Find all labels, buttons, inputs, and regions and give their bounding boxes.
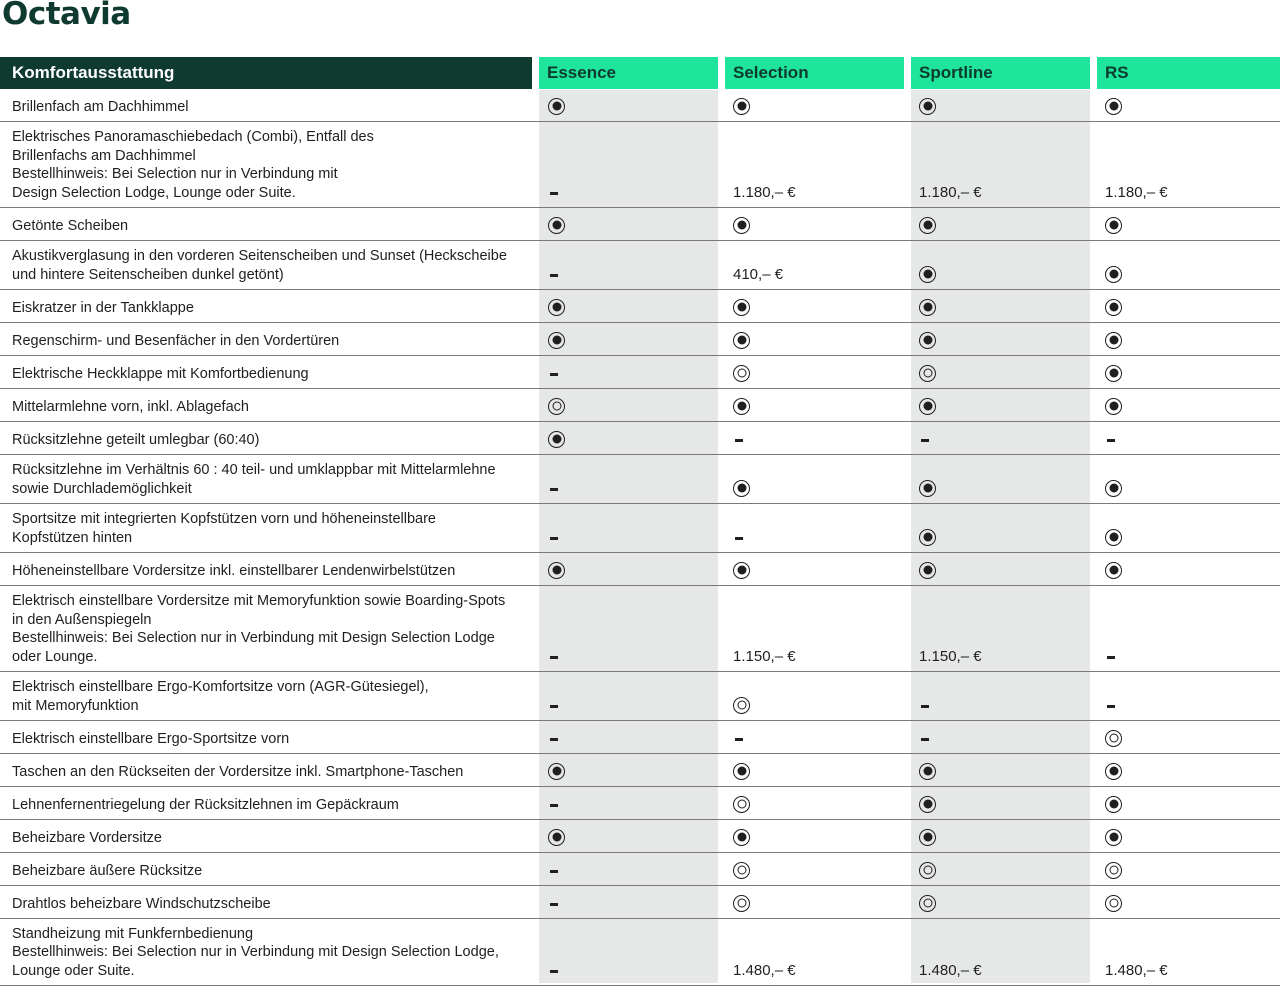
feature-label-line: Beheizbare äußere Rücksitze xyxy=(12,862,203,879)
value-cell xyxy=(733,429,743,449)
dash-icon xyxy=(550,970,558,973)
table-row xyxy=(0,208,1280,241)
filled-circle-icon xyxy=(548,98,565,115)
value-cell xyxy=(1105,695,1115,715)
open-circle-icon xyxy=(1105,862,1122,879)
table-row xyxy=(0,290,1280,323)
feature-label-line: in den Außenspiegeln xyxy=(12,611,152,628)
feature-label xyxy=(12,592,520,666)
feature-label-line: Standheizung mit Funkfernbedienung xyxy=(12,925,254,942)
feature-label-line: Mittelarmlehne vorn, inkl. Ablagefach xyxy=(12,398,249,415)
feature-label-line: oder Lounge. xyxy=(12,648,98,665)
value-cell xyxy=(548,794,558,814)
filled-circle-icon xyxy=(1105,480,1122,497)
filled-circle-icon xyxy=(919,332,936,349)
value-cell xyxy=(548,96,565,116)
value-cell xyxy=(919,297,936,317)
value-cell xyxy=(733,893,750,913)
value-cell xyxy=(548,264,558,284)
value-cell xyxy=(919,761,936,781)
feature-label xyxy=(12,217,520,235)
open-circle-icon xyxy=(733,697,750,714)
value-cell xyxy=(919,560,936,580)
dash-icon xyxy=(550,373,558,376)
value-cell xyxy=(733,960,796,980)
open-circle-icon xyxy=(733,365,750,382)
filled-circle-icon xyxy=(548,217,565,234)
dash-icon xyxy=(735,439,743,442)
filled-circle-icon xyxy=(919,829,936,846)
variant-header-sportline: Sportline xyxy=(911,57,1090,89)
value-cell xyxy=(919,827,936,847)
feature-label-line: Elektrisch einstellbare Ergo-Komfortsitze vorn (AGR-Gütesiegel), xyxy=(12,679,429,696)
filled-circle-icon xyxy=(1105,529,1122,546)
table-row xyxy=(0,504,1280,553)
feature-label xyxy=(12,763,520,781)
table-row xyxy=(0,754,1280,787)
value-cell xyxy=(919,264,936,284)
filled-circle-icon xyxy=(1105,829,1122,846)
price-value: 1.150,– € xyxy=(733,647,796,665)
value-cell xyxy=(919,182,982,202)
filled-circle-icon xyxy=(919,529,936,546)
value-cell xyxy=(919,429,929,449)
variant-header-rs: RS xyxy=(1097,57,1280,89)
value-cell xyxy=(733,215,750,235)
value-cell xyxy=(919,960,982,980)
feature-label-line: Elektrisch einstellbare Ergo-Sportsitze vorn xyxy=(12,730,290,747)
filled-circle-icon xyxy=(548,299,565,316)
value-cell xyxy=(548,429,565,449)
value-cell xyxy=(1105,396,1122,416)
value-cell xyxy=(1105,215,1122,235)
value-cell xyxy=(1105,182,1168,202)
value-cell xyxy=(919,478,936,498)
price-value: 1.480,– € xyxy=(919,961,982,979)
feature-label-line: Brillenfach am Dachhimmel xyxy=(12,98,189,115)
table-row xyxy=(0,389,1280,422)
feature-label xyxy=(12,461,520,498)
feature-label xyxy=(12,128,520,202)
table-row xyxy=(0,553,1280,586)
feature-label xyxy=(12,678,520,715)
feature-label xyxy=(12,862,520,880)
dash-icon xyxy=(550,738,558,741)
value-cell xyxy=(1105,794,1122,814)
dash-icon xyxy=(550,705,558,708)
value-cell xyxy=(733,264,783,284)
feature-label-line: Regenschirm- und Besenfächer in den Vordertüren xyxy=(12,332,340,349)
filled-circle-icon xyxy=(733,332,750,349)
equipment-table xyxy=(0,89,1280,986)
dash-icon xyxy=(550,488,558,491)
filled-circle-icon xyxy=(733,217,750,234)
open-circle-icon xyxy=(919,862,936,879)
feature-label-line: sowie Durchlademöglichkeit xyxy=(12,480,192,497)
feature-label xyxy=(12,925,520,980)
value-cell xyxy=(1105,264,1122,284)
value-cell xyxy=(733,728,743,748)
value-cell xyxy=(919,794,936,814)
value-cell xyxy=(1105,478,1122,498)
value-cell xyxy=(1105,960,1168,980)
value-cell xyxy=(919,215,936,235)
dash-icon xyxy=(1107,705,1115,708)
feature-label-line: mit Memoryfunktion xyxy=(12,697,139,714)
value-cell xyxy=(548,527,558,547)
filled-circle-icon xyxy=(1105,796,1122,813)
value-cell xyxy=(548,893,558,913)
price-value: 1.180,– € xyxy=(919,183,982,201)
dash-icon xyxy=(921,705,929,708)
feature-label xyxy=(12,730,520,748)
value-cell xyxy=(733,560,750,580)
feature-label xyxy=(12,431,520,449)
value-cell xyxy=(1105,761,1122,781)
dash-icon xyxy=(735,537,743,540)
feature-label xyxy=(12,247,520,284)
filled-circle-icon xyxy=(548,562,565,579)
feature-label-line: Getönte Scheiben xyxy=(12,217,129,234)
dash-icon xyxy=(550,870,558,873)
value-cell xyxy=(733,96,750,116)
open-circle-icon xyxy=(919,365,936,382)
value-cell xyxy=(548,695,558,715)
table-row xyxy=(0,356,1280,389)
value-cell xyxy=(733,827,750,847)
filled-circle-icon xyxy=(919,98,936,115)
table-row xyxy=(0,853,1280,886)
price-value: 410,– € xyxy=(733,265,784,283)
table-row xyxy=(0,89,1280,122)
dash-icon xyxy=(550,192,558,195)
table-row xyxy=(0,672,1280,721)
feature-label xyxy=(12,398,520,416)
filled-circle-icon xyxy=(1105,398,1122,415)
dash-icon xyxy=(921,439,929,442)
value-cell xyxy=(1105,330,1122,350)
open-circle-icon xyxy=(1105,730,1122,747)
dash-icon xyxy=(550,903,558,906)
value-cell xyxy=(548,363,558,383)
filled-circle-icon xyxy=(1105,217,1122,234)
value-cell xyxy=(919,396,936,416)
feature-label-line: Bestellhinweis: Bei Selection nur in Verbindung mit Design Selection Lodge xyxy=(12,630,495,647)
filled-circle-icon xyxy=(733,480,750,497)
value-cell xyxy=(1105,363,1122,383)
value-cell xyxy=(733,794,750,814)
value-cell xyxy=(548,215,565,235)
filled-circle-icon xyxy=(1105,266,1122,283)
filled-circle-icon xyxy=(548,431,565,448)
feature-label xyxy=(12,332,520,350)
table-row xyxy=(0,455,1280,504)
value-cell xyxy=(1105,827,1122,847)
dash-icon xyxy=(921,738,929,741)
feature-label xyxy=(12,796,520,814)
value-cell xyxy=(919,330,936,350)
feature-label-line: Taschen an den Rückseiten der Vordersitze inkl. Smartphone-Taschen xyxy=(12,763,464,780)
value-cell xyxy=(919,363,936,383)
price-value: 1.180,– € xyxy=(1105,183,1168,201)
dash-icon xyxy=(1107,439,1115,442)
table-row xyxy=(0,586,1280,672)
feature-label-line: Sportsitze mit integrierten Kopfstützen vorn und höheneinstellbare xyxy=(12,511,436,528)
price-value: 1.150,– € xyxy=(919,647,982,665)
value-cell xyxy=(733,363,750,383)
value-cell xyxy=(733,527,743,547)
filled-circle-icon xyxy=(919,217,936,234)
value-cell xyxy=(548,646,558,666)
feature-label-line: Elektrisch einstellbare Vordersitze mit Memoryfunktion sowie Boarding-Spots xyxy=(12,593,506,610)
value-cell xyxy=(548,478,558,498)
open-circle-icon xyxy=(733,862,750,879)
feature-label-line: Bestellhinweis: Bei Selection nur in Verbindung mit xyxy=(12,166,338,183)
variant-header-essence: Essence xyxy=(539,57,718,89)
value-cell xyxy=(548,297,565,317)
value-cell xyxy=(548,761,565,781)
value-cell xyxy=(733,396,750,416)
filled-circle-icon xyxy=(919,398,936,415)
filled-circle-icon xyxy=(1105,98,1122,115)
value-cell xyxy=(733,297,750,317)
value-cell xyxy=(1105,860,1122,880)
filled-circle-icon xyxy=(548,763,565,780)
value-cell xyxy=(919,893,936,913)
value-cell xyxy=(548,396,565,416)
open-circle-icon xyxy=(919,895,936,912)
value-cell xyxy=(1105,646,1115,666)
filled-circle-icon xyxy=(733,398,750,415)
dash-icon xyxy=(735,738,743,741)
value-cell xyxy=(919,96,936,116)
value-cell xyxy=(1105,429,1115,449)
value-cell xyxy=(548,330,565,350)
value-cell xyxy=(733,182,796,202)
filled-circle-icon xyxy=(919,299,936,316)
value-cell xyxy=(1105,893,1122,913)
table-row xyxy=(0,422,1280,455)
filled-circle-icon xyxy=(548,332,565,349)
filled-circle-icon xyxy=(548,829,565,846)
value-cell xyxy=(919,646,982,666)
value-cell xyxy=(548,182,558,202)
filled-circle-icon xyxy=(1105,562,1122,579)
value-cell xyxy=(1105,728,1122,748)
table-row xyxy=(0,721,1280,754)
table-row xyxy=(0,323,1280,356)
brand-logo: Octavia xyxy=(2,0,131,32)
feature-label xyxy=(12,829,520,847)
value-cell xyxy=(733,646,796,666)
value-cell xyxy=(919,527,936,547)
value-cell xyxy=(1105,527,1122,547)
value-cell xyxy=(733,478,750,498)
feature-label xyxy=(12,895,520,913)
variant-header-selection: Selection xyxy=(725,57,904,89)
feature-label-line: Lehnenfernentriegelung der Rücksitzlehnen im Gepäckraum xyxy=(12,796,399,813)
feature-label-line: Höheneinstellbare Vordersitze inkl. einstellbarer Lendenwirbelstützen xyxy=(12,562,456,579)
feature-label-line: Kopfstützen hinten xyxy=(12,529,133,546)
filled-circle-icon xyxy=(919,796,936,813)
price-value: 1.480,– € xyxy=(733,961,796,979)
feature-label-line: Eiskratzer in der Tankklappe xyxy=(12,299,194,316)
value-cell xyxy=(548,860,558,880)
filled-circle-icon xyxy=(733,562,750,579)
open-circle-icon xyxy=(733,895,750,912)
feature-label-line: Brillenfachs am Dachhimmel xyxy=(12,147,196,164)
open-circle-icon xyxy=(548,398,565,415)
value-cell xyxy=(548,728,558,748)
value-cell xyxy=(548,560,565,580)
value-cell xyxy=(733,761,750,781)
value-cell xyxy=(733,860,750,880)
open-circle-icon xyxy=(1105,895,1122,912)
feature-label xyxy=(12,299,520,317)
dash-icon xyxy=(550,804,558,807)
feature-label xyxy=(12,562,520,580)
filled-circle-icon xyxy=(1105,332,1122,349)
table-row xyxy=(0,919,1280,986)
feature-label xyxy=(12,365,520,383)
feature-label-line: Elektrisches Panoramaschiebedach (Combi), Entfall des xyxy=(12,129,374,146)
table-row xyxy=(0,820,1280,853)
value-cell xyxy=(733,330,750,350)
filled-circle-icon xyxy=(919,763,936,780)
filled-circle-icon xyxy=(1105,763,1122,780)
feature-label-line: Lounge oder Suite. xyxy=(12,962,135,979)
dash-icon xyxy=(550,656,558,659)
feature-label-line: Elektrische Heckklappe mit Komfortbedienung xyxy=(12,365,309,382)
dash-icon xyxy=(550,537,558,540)
value-cell xyxy=(919,695,929,715)
price-value: 1.180,– € xyxy=(733,183,796,201)
feature-label xyxy=(12,510,520,547)
value-cell xyxy=(919,860,936,880)
feature-label-line: und hintere Seitenscheiben dunkel getönt) xyxy=(12,266,284,283)
section-header: Komfortausstattung xyxy=(0,57,532,89)
value-cell xyxy=(919,728,929,748)
value-cell xyxy=(548,827,565,847)
feature-label-line: Akustikverglasung in den vorderen Seitenscheiben und Sunset (Heckscheibe xyxy=(12,248,507,265)
filled-circle-icon xyxy=(1105,365,1122,382)
feature-label-line: Design Selection Lodge, Lounge oder Suite. xyxy=(12,184,296,201)
table-row xyxy=(0,787,1280,820)
table-row xyxy=(0,122,1280,208)
dash-icon xyxy=(550,274,558,277)
value-cell xyxy=(1105,96,1122,116)
filled-circle-icon xyxy=(1105,299,1122,316)
filled-circle-icon xyxy=(919,480,936,497)
feature-label-line: Rücksitzlehne geteilt umlegbar (60:40) xyxy=(12,431,260,448)
filled-circle-icon xyxy=(919,266,936,283)
feature-label-line: Bestellhinweis: Bei Selection nur in Verbindung mit Design Selection Lodge, xyxy=(12,944,499,961)
value-cell xyxy=(733,695,750,715)
filled-circle-icon xyxy=(733,829,750,846)
feature-label-line: Beheizbare Vordersitze xyxy=(12,829,162,846)
table-row xyxy=(0,241,1280,290)
dash-icon xyxy=(1107,656,1115,659)
filled-circle-icon xyxy=(733,763,750,780)
filled-circle-icon xyxy=(733,299,750,316)
filled-circle-icon xyxy=(919,562,936,579)
feature-label-line: Drahtlos beheizbare Windschutzscheibe xyxy=(12,895,271,912)
table-row xyxy=(0,886,1280,919)
value-cell xyxy=(1105,560,1122,580)
feature-label-line: Rücksitzlehne im Verhältnis 60 : 40 teil- und umklappbar mit Mittelarmlehne xyxy=(12,462,496,479)
feature-label xyxy=(12,98,520,116)
value-cell xyxy=(548,960,558,980)
price-value: 1.480,– € xyxy=(1105,961,1168,979)
filled-circle-icon xyxy=(733,98,750,115)
value-cell xyxy=(1105,297,1122,317)
open-circle-icon xyxy=(733,796,750,813)
